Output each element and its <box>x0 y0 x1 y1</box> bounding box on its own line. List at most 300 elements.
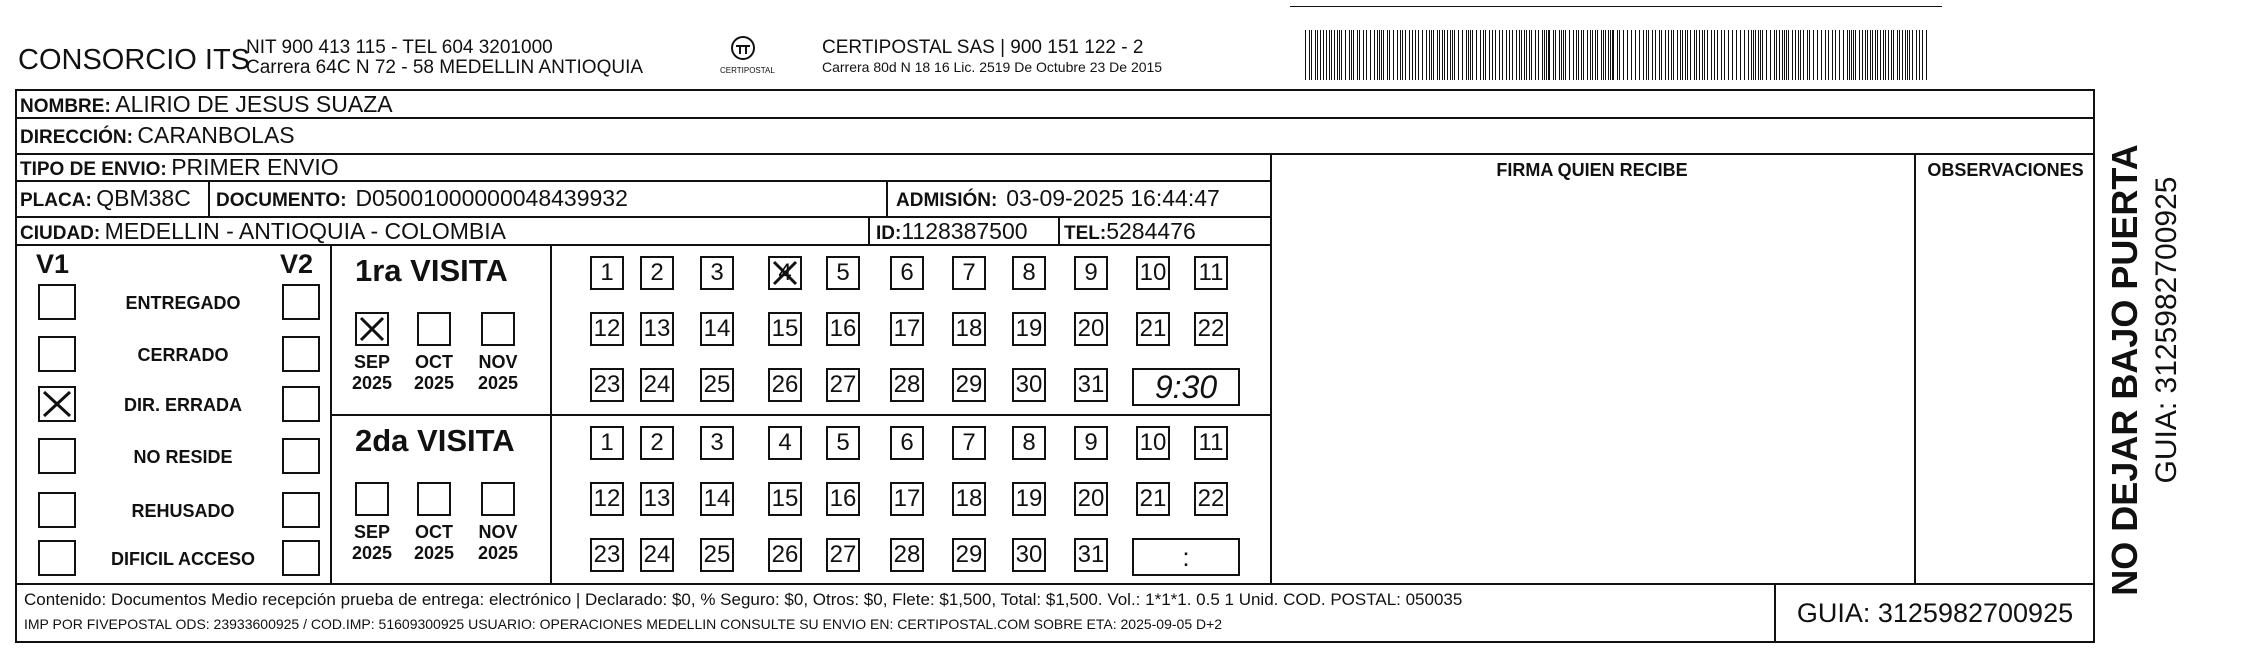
signature-area[interactable] <box>1272 182 1914 582</box>
month-checkbox[interactable] <box>417 312 451 346</box>
barcode-bar <box>1326 30 1327 80</box>
day-box[interactable]: 17 <box>890 312 924 346</box>
barcode-bar <box>1784 30 1785 80</box>
footer-line-1: Contenido: Documentos Medio recepción prueba de entrega: electrónico | Declarado: $0, % Seguro: $0, Otros: $0, Flete: $1,500, Total: $1,500. Vol.: 1*1*1. 0.5 1 Unid. COD. POSTAL: 050035 <box>24 590 1463 609</box>
barcode-bar <box>1548 30 1550 80</box>
barcode-bar <box>1317 30 1318 80</box>
time-box[interactable]: 9:30 <box>1132 368 1240 406</box>
company-name: CONSORCIO ITS <box>18 44 251 76</box>
barcode-bar <box>1897 30 1898 80</box>
barcode-bar <box>1631 30 1632 80</box>
barcode-bar <box>1865 30 1866 80</box>
barcode-bar <box>1524 30 1525 80</box>
barcode-bar <box>1905 30 1906 80</box>
barcode-bar <box>1370 30 1371 80</box>
day-box[interactable]: 9 <box>1074 426 1108 460</box>
month-checkbox[interactable] <box>355 482 389 516</box>
month-name: OCT <box>415 522 453 542</box>
barcode-bar <box>1893 30 1894 80</box>
barcode-bar <box>1349 30 1350 80</box>
barcode-bar <box>1578 30 1579 80</box>
day-box[interactable]: 11 <box>1194 426 1228 460</box>
footer-line-2: IMP POR FIVEPOSTAL ODS: 23933600925 / COD.IMP: 51609300925 USUARIO: OPERACIONES MEDELLIN CONSULTE SU ENVIO EN: CERTIPOSTAL.COM SOBRE ETA: 2025-09-05 D+2 <box>24 616 1223 632</box>
barcode-bar <box>1353 30 1354 80</box>
day-box[interactable]: 14 <box>700 482 734 516</box>
firma-header: FIRMA QUIEN RECIBE <box>1496 160 1688 180</box>
month-checkbox[interactable] <box>355 312 389 346</box>
barcode-bar <box>1779 30 1780 80</box>
day-box[interactable]: 31 <box>1074 368 1108 402</box>
barcode-bar <box>1782 30 1783 80</box>
barcode-bar <box>1699 30 1700 80</box>
barcode-bar <box>1437 30 1438 80</box>
day-box[interactable]: 18 <box>952 312 986 346</box>
barcode-bar <box>1807 30 1808 80</box>
month-label <box>404 352 464 393</box>
barcode-bar <box>1677 30 1678 80</box>
day-box[interactable]: 22 <box>1194 482 1228 516</box>
barcode-bar <box>1466 30 1467 80</box>
month-year: 2025 <box>477 542 519 563</box>
barcode-bar <box>1877 30 1878 80</box>
barcode-bar <box>1429 30 1430 80</box>
status-label: ENTREGADO <box>125 293 241 313</box>
barcode-bar <box>1499 30 1500 80</box>
ciudad-label: CIUDAD: <box>20 223 101 244</box>
barcode-bar <box>1821 30 1822 80</box>
barcode-bar <box>1926 30 1927 80</box>
barcode-bar <box>1590 30 1591 80</box>
barcode-bar <box>1855 30 1856 80</box>
v1-checkbox[interactable] <box>38 492 76 528</box>
day-box[interactable]: 4 <box>768 426 802 460</box>
month-name: SEP <box>353 522 391 542</box>
barcode-bar <box>1732 30 1733 80</box>
v2-checkbox[interactable] <box>282 438 320 474</box>
day-box[interactable]: 2 <box>640 426 674 460</box>
barcode-bar <box>1559 30 1560 80</box>
barcode-bar <box>1872 30 1873 80</box>
barcode-bar <box>1565 30 1566 80</box>
barcode-bar <box>1553 30 1554 80</box>
month-label <box>404 522 464 563</box>
barcode-bar <box>1912 30 1913 80</box>
barcode-bar <box>1506 30 1507 80</box>
barcode-bar <box>1516 30 1517 80</box>
day-box[interactable]: 10 <box>1136 256 1170 290</box>
id-label: ID: <box>876 223 902 244</box>
day-box[interactable]: 1 <box>590 256 624 290</box>
v1-checkbox[interactable] <box>38 386 76 422</box>
barcode-bar <box>1587 30 1588 80</box>
day-box[interactable]: 28 <box>890 368 924 402</box>
day-box[interactable]: 30 <box>1012 368 1046 402</box>
barcode-bar <box>1612 30 1614 80</box>
tipo-envio-label: TIPO DE ENVIO: <box>20 159 167 180</box>
barcode-bar <box>1888 30 1889 80</box>
barcode-bar <box>1320 30 1321 80</box>
certipostal-line-2: Carrera 80d N 18 16 Lic. 2519 De Octubre 23 De 2015 <box>822 59 1163 75</box>
barcode-bar <box>1685 30 1686 80</box>
day-box[interactable]: 29 <box>952 538 986 572</box>
day-box[interactable]: 25 <box>700 538 734 572</box>
day-box[interactable]: 27 <box>826 368 860 402</box>
month-label <box>342 352 402 393</box>
barcode-bar <box>1817 30 1818 80</box>
observaciones-header: OBSERVACIONES <box>1927 160 2084 180</box>
barcode-bar <box>1458 30 1459 80</box>
direccion-value: CARANBOLAS <box>137 122 295 148</box>
placa-label: PLACA: <box>20 190 92 211</box>
barcode-bar <box>1605 30 1606 80</box>
barcode-bar <box>1366 30 1367 80</box>
barcode-bar <box>1627 30 1628 80</box>
barcode-bar <box>1409 30 1410 80</box>
barcode-bar <box>1592 30 1593 80</box>
barcode-bar <box>1576 30 1577 80</box>
barcode-bar <box>1450 30 1451 80</box>
status-label: REHUSADO <box>131 501 235 521</box>
barcode-bar <box>1431 30 1432 80</box>
barcode-bar <box>1694 30 1695 80</box>
day-box[interactable]: 23 <box>590 538 624 572</box>
address-line: Carrera 64C N 72 - 58 MEDELLIN ANTIOQUIA <box>246 57 644 78</box>
day-box[interactable]: 26 <box>768 538 802 572</box>
day-box[interactable]: 2 <box>640 256 674 290</box>
barcode-bar <box>1751 30 1752 80</box>
day-box[interactable]: 24 <box>640 538 674 572</box>
nombre-value: ALIRIO DE JESUS SUAZA <box>115 91 393 117</box>
barcode-bar <box>1447 30 1448 80</box>
barcode-bar <box>1711 30 1712 80</box>
barcode-bar <box>1379 30 1380 80</box>
barcode-bar <box>1603 30 1604 80</box>
barcode-bar <box>1862 30 1863 80</box>
barcode-bar <box>1415 30 1416 80</box>
v2-header: V2 <box>280 249 314 279</box>
barcode-bar <box>1452 30 1453 80</box>
barcode-bar <box>1922 30 1923 80</box>
barcode-bar <box>1748 30 1749 80</box>
month-checkbox[interactable] <box>481 312 515 346</box>
barcode-bar <box>1619 30 1620 80</box>
barcode-bar <box>1758 30 1759 80</box>
barcode-bar <box>1740 30 1741 80</box>
barcode-bar <box>1345 30 1346 80</box>
day-box[interactable]: 20 <box>1074 312 1108 346</box>
barcode-bar <box>1690 30 1691 80</box>
day-box[interactable]: 10 <box>1136 426 1170 460</box>
barcode-bar <box>1832 30 1833 80</box>
day-box[interactable]: 19 <box>1012 482 1046 516</box>
day-box[interactable]: 21 <box>1136 482 1170 516</box>
nit-line: NIT 900 413 115 - TEL 604 3201000 <box>246 37 553 58</box>
day-box[interactable]: 29 <box>952 368 986 402</box>
day-box[interactable]: 16 <box>826 482 860 516</box>
barcode-bar <box>1405 30 1406 80</box>
v2-checkbox[interactable] <box>282 336 320 372</box>
day-box[interactable]: 13 <box>640 482 674 516</box>
barcode-bar <box>1883 30 1884 80</box>
barcode-bar <box>1803 30 1804 80</box>
barcode-bar <box>1673 30 1674 80</box>
barcode-bar <box>1843 30 1844 80</box>
barcode-bar <box>1601 30 1602 80</box>
barcode-bar <box>1668 30 1669 80</box>
barcode-bar <box>1309 30 1310 80</box>
tel-label: TEL: <box>1064 223 1107 244</box>
barcode-bar <box>1728 30 1729 80</box>
barcode-bar <box>1538 30 1539 80</box>
barcode-bar <box>1648 30 1649 80</box>
barcode-bar <box>1665 30 1666 80</box>
day-box[interactable]: 17 <box>890 482 924 516</box>
barcode-bar <box>1643 30 1644 80</box>
barcode-bar <box>1569 30 1570 80</box>
barcode-bar <box>1597 30 1598 80</box>
barcode-bar <box>1899 30 1900 80</box>
barcode-bar <box>1544 30 1545 80</box>
day-box[interactable]: 20 <box>1074 482 1108 516</box>
barcode-bar <box>1902 30 1903 80</box>
barcode-bar <box>1492 30 1493 80</box>
day-box[interactable]: 6 <box>890 426 924 460</box>
barcode-bar <box>1521 30 1522 80</box>
barcode-bar <box>1851 30 1852 80</box>
barcode-bar <box>1444 30 1445 80</box>
barcode-bar <box>1495 30 1496 80</box>
month-year: 2025 <box>413 372 455 393</box>
v1-checkbox[interactable] <box>38 438 76 474</box>
barcode-bar <box>1736 30 1737 80</box>
barcode-bar <box>1655 30 1656 80</box>
month-year: 2025 <box>351 542 393 563</box>
day-box[interactable]: 13 <box>640 312 674 346</box>
day-box[interactable]: 7 <box>952 426 986 460</box>
barcode-bar <box>1595 30 1596 80</box>
barcode-bar <box>1770 30 1771 80</box>
barcode-bar <box>1907 30 1908 80</box>
barcode-bar <box>1374 30 1375 80</box>
day-box[interactable]: 12 <box>590 312 624 346</box>
v2-checkbox[interactable] <box>282 540 320 576</box>
barcode-bar <box>1329 30 1330 80</box>
barcode-bar <box>1870 30 1871 80</box>
barcode-bar <box>1485 30 1486 80</box>
barcode-bar <box>1788 30 1789 80</box>
status-label: DIFICIL ACCESO <box>110 549 255 569</box>
barcode-bar <box>1835 30 1836 80</box>
day-box[interactable]: 28 <box>890 538 924 572</box>
day-box[interactable]: 3 <box>700 256 734 290</box>
day-box[interactable]: 22 <box>1194 312 1228 346</box>
ciudad-value: MEDELLIN - ANTIOQUIA - COLOMBIA <box>104 218 506 244</box>
barcode-bar <box>1470 30 1471 80</box>
barcode-bar <box>1439 30 1440 80</box>
barcode-bar <box>1646 30 1647 80</box>
barcode-bar <box>1563 30 1564 80</box>
barcode-bar <box>1334 30 1335 80</box>
barcode-bar <box>1853 30 1854 80</box>
barcode-bar <box>1337 30 1338 80</box>
barcode-bar <box>1859 30 1860 80</box>
barcode-bar <box>1702 30 1703 80</box>
status-label: NO RESIDE <box>133 447 233 467</box>
barcode-bar <box>1762 30 1763 80</box>
barcode-bar <box>1760 30 1761 80</box>
tel-value: 5284476 <box>1106 218 1196 244</box>
v1-checkbox[interactable] <box>38 540 76 576</box>
barcode-bar <box>1885 30 1886 80</box>
day-box[interactable]: 15 <box>768 312 802 346</box>
barcode-bar <box>1339 30 1340 80</box>
v2-checkbox[interactable] <box>282 284 320 320</box>
barcode-bar <box>1639 30 1640 80</box>
barcode-bar <box>1623 30 1624 80</box>
barcode-bar <box>1555 30 1556 80</box>
barcode-bar <box>1744 30 1745 80</box>
month-label <box>468 522 528 563</box>
barcode-bar <box>1412 30 1413 80</box>
day-box[interactable]: 25 <box>700 368 734 402</box>
nombre-label: NOMBRE: <box>20 96 111 117</box>
barcode-bar <box>1359 30 1360 80</box>
v1-checkbox[interactable] <box>38 284 76 320</box>
barcode-bar <box>1825 30 1826 80</box>
barcode-bar <box>1916 30 1917 80</box>
barcode-bar <box>1875 30 1876 80</box>
day-box[interactable]: 8 <box>1012 426 1046 460</box>
barcode-bar <box>1426 30 1427 80</box>
day-box[interactable]: 21 <box>1136 312 1170 346</box>
v2-checkbox[interactable] <box>282 386 320 422</box>
barcode-bar <box>1480 30 1481 80</box>
day-box[interactable]: 3 <box>700 426 734 460</box>
barcode-bar <box>1652 30 1653 80</box>
day-box[interactable]: 23 <box>590 368 624 402</box>
barcode-bar <box>1717 30 1718 80</box>
v2-checkbox[interactable] <box>282 492 320 528</box>
barcode-bar <box>1519 30 1520 80</box>
day-box[interactable]: 18 <box>952 482 986 516</box>
barcode-bar <box>1659 30 1660 80</box>
barcode-bar <box>1724 30 1725 80</box>
barcode-bar <box>1442 30 1443 80</box>
barcode-bar <box>1721 30 1722 80</box>
day-box[interactable]: 16 <box>826 312 860 346</box>
barcode-bar <box>1483 30 1484 80</box>
day-box[interactable]: 11 <box>1194 256 1228 290</box>
barcode-bar <box>1617 30 1618 80</box>
barcode-bar <box>1795 30 1796 80</box>
barcode-bar <box>1880 30 1881 80</box>
barcode-bar <box>1766 30 1767 80</box>
time-box[interactable]: : <box>1132 538 1240 576</box>
status-label: DIR. ERRADA <box>123 395 242 415</box>
barcode-bar <box>1389 30 1390 80</box>
barcode-bar <box>1397 30 1398 80</box>
barcode-bar <box>1774 30 1775 80</box>
day-box[interactable]: 9 <box>1074 256 1108 290</box>
barcode-bar <box>1714 30 1715 80</box>
month-name: SEP <box>353 352 391 372</box>
barcode-bar <box>1661 30 1662 80</box>
barcode-bar <box>1682 30 1683 80</box>
day-box[interactable]: 4 <box>768 256 802 290</box>
barcode-bar <box>1919 30 1920 80</box>
month-name: NOV <box>478 522 518 542</box>
barcode-bar <box>1422 30 1423 80</box>
barcode-bar <box>1839 30 1840 80</box>
day-box[interactable]: 19 <box>1012 312 1046 346</box>
barcode-bar <box>1561 30 1562 80</box>
day-box[interactable]: 1 <box>590 426 624 460</box>
certipostal-logo <box>718 34 775 80</box>
visit-title: 1ra VISITA <box>355 253 508 288</box>
barcode-bar <box>1305 30 1306 80</box>
logo-caption: CERTIPOSTAL <box>720 66 775 75</box>
day-box[interactable]: 31 <box>1074 538 1108 572</box>
barcode-bar <box>1798 30 1799 80</box>
barcode-bar <box>1476 30 1477 80</box>
month-year: 2025 <box>413 542 455 563</box>
observaciones-area[interactable] <box>1916 182 2094 582</box>
barcode-bar <box>1753 30 1754 80</box>
barcode-bar <box>1462 30 1463 80</box>
barcode-bar <box>1468 30 1469 80</box>
day-box[interactable]: 30 <box>1012 538 1046 572</box>
day-box[interactable]: 6 <box>890 256 924 290</box>
admision-value: 03-09-2025 16:44:47 <box>1006 185 1220 211</box>
barcode-bar <box>1402 30 1403 80</box>
day-box[interactable]: 27 <box>826 538 860 572</box>
month-checkbox[interactable] <box>481 482 515 516</box>
barcode-bar <box>1800 30 1801 80</box>
day-box[interactable]: 7 <box>952 256 986 290</box>
day-box[interactable]: 26 <box>768 368 802 402</box>
v1-header: V1 <box>36 249 70 279</box>
barcode-bar <box>1635 30 1636 80</box>
barcode-bar <box>1813 30 1814 80</box>
barcode-bar <box>1454 30 1455 80</box>
barcode-bar <box>1671 30 1672 80</box>
month-label <box>468 352 528 393</box>
barcode-bar <box>1542 30 1543 80</box>
month-year: 2025 <box>477 372 519 393</box>
barcode-bar <box>1909 30 1910 80</box>
barcode-bar <box>1776 30 1777 80</box>
barcode-bar <box>1400 30 1401 80</box>
day-box[interactable]: 24 <box>640 368 674 402</box>
v1-checkbox[interactable] <box>38 336 76 372</box>
check-mark-icon <box>357 314 387 344</box>
day-box[interactable]: 5 <box>826 426 860 460</box>
day-box[interactable]: 5 <box>826 256 860 290</box>
day-box[interactable]: 14 <box>700 312 734 346</box>
barcode-bar <box>1867 30 1868 80</box>
day-box[interactable]: 15 <box>768 482 802 516</box>
direccion-label: DIRECCIÓN: <box>20 127 133 148</box>
month-checkbox[interactable] <box>417 482 451 516</box>
barcode-bar <box>1351 30 1352 80</box>
barcode-bar <box>1472 30 1473 80</box>
top-rule <box>1290 6 1942 7</box>
day-box[interactable]: 12 <box>590 482 624 516</box>
tipo-envio-value: PRIMER ENVIO <box>171 154 339 180</box>
barcode-bar <box>1393 30 1394 80</box>
check-mark-icon <box>40 388 74 420</box>
day-box[interactable]: 8 <box>1012 256 1046 290</box>
